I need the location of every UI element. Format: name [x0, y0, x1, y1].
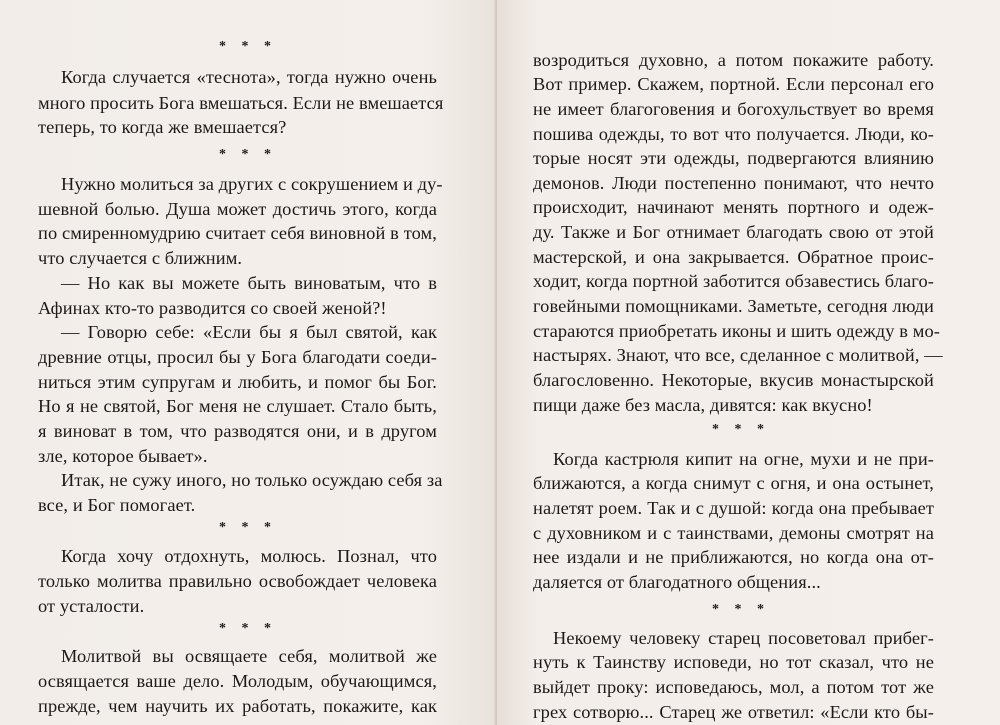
text-line: даляется от благодатного общения...	[533, 572, 821, 592]
text-line: нее издали и не приближаются, но когда она от-	[533, 547, 934, 567]
text-line: Когда кастрюля кипит на огне, мухи и не при-	[553, 449, 934, 469]
text-line: пищи даже без масла, дивятся: как вкусно!	[533, 395, 873, 415]
text-line: по смиренномудрию считает себя виновной в том,	[38, 223, 437, 243]
text-line: все, и Бог помогает.	[38, 495, 196, 515]
text-line: теперь, то когда же вмешается?	[38, 117, 287, 137]
text-line: древние отцы, просил бы у Бога благодати соеди-	[38, 347, 437, 367]
text-line: ду. Также и Бог отнимает благодать свою от этой	[533, 222, 934, 242]
text-line: не имеет благоговения и богохульствует во время	[533, 99, 934, 119]
text-line: я виноват в том, что разводятся они, и в другом	[38, 421, 437, 441]
text-line: благословенно. Некоторые, вкусив монастырской	[533, 370, 934, 390]
text-line: стараются приобретать иконы и шить одежду в мо-	[533, 321, 940, 341]
text-line: торые носят эти одежды, подвергаются влиянию	[533, 148, 934, 168]
section-divider: * * *	[712, 602, 770, 617]
text-line: Но я не святой, Бог меня не слушает. Стало быть,	[38, 396, 437, 416]
text-line: настырях. Знают, что все, сделанное с молитвой, —	[533, 345, 943, 365]
text-line: налетят роем. Так и с душой: когда она пребывает	[533, 498, 934, 518]
section-divider: * * *	[219, 520, 277, 535]
text-line: — Но как вы можете быть виноватым, что в	[61, 273, 437, 293]
text-line: нуть к Таинству исповеди, но тот сказал, что не	[533, 652, 934, 672]
left-page	[0, 0, 497, 725]
text-line: грех сотворю... Старец же ответил: «Если кто бы-	[533, 702, 934, 722]
text-line: много просить Бога вмешаться. Если не вмешается	[38, 93, 444, 113]
text-line: выйдет проку: исповедаюсь, мол, а потом тот же	[533, 677, 934, 697]
text-line: только молитва правильно освобождает человека	[38, 571, 437, 591]
text-line: происходит, начинают менять портного и одеж-	[533, 197, 934, 217]
text-line: — Говорю себе: «Если бы я был святой, как	[61, 322, 437, 342]
text-line: говейными помощниками. Заметьте, сегодня люди	[533, 296, 934, 316]
text-line: демонов. Люди постепенно понимают, что нечто	[533, 173, 934, 193]
text-line: Афинах кто-то разводится со своей женой?!	[38, 298, 387, 318]
right-page	[497, 0, 1000, 725]
text-line: Нужно молиться за других с сокрушением и ду-	[61, 174, 443, 194]
text-line: возродиться духовно, а потом покажите работу.	[533, 50, 934, 70]
text-line: Итак, не сужу иного, но только осуждаю себя за	[61, 470, 443, 490]
text-line: Некоему человеку старец посоветовал прибег-	[553, 628, 934, 648]
text-line: с духовником и с таинствами, демоны смотрят на	[533, 523, 934, 543]
text-line: Когда хочу отдохнуть, молюсь. Познал, что	[61, 546, 437, 566]
text-line: от усталости.	[38, 596, 145, 616]
text-line: что случается с ближним.	[38, 248, 243, 268]
section-divider: * * *	[712, 422, 770, 437]
text-line: ближаются, а когда снимут с огня, и она остынет,	[533, 473, 934, 493]
text-line: ниться этим супругам и любить, и помог бы Бог.	[38, 372, 437, 392]
text-line: Вот пример. Скажем, портной. Если персонал его	[533, 74, 934, 94]
text-line: зле, которое бывает».	[38, 446, 208, 466]
text-line: пошива одежды, то вот что получается. Люди, ко-	[533, 124, 934, 144]
section-divider: * * *	[219, 39, 277, 54]
text-line: освящается ваше дело. Молодым, обучающимся,	[38, 671, 437, 691]
text-line: ходит, когда портной заботится обзавестись благо-	[533, 271, 934, 291]
text-line: Когда случается «теснота», тогда нужно очень	[61, 67, 437, 87]
text-line: Молитвой вы освящаете себя, молитвой же	[61, 646, 437, 666]
text-line: мастерской, и она закрывается. Обратное проис-	[533, 247, 934, 267]
text-line: шевной болью. Душа может достичь этого, когда	[38, 199, 437, 219]
text-line: прежде, чем научить их работать, покажите, как	[38, 696, 437, 716]
section-divider: * * *	[219, 147, 277, 162]
section-divider: * * *	[219, 621, 277, 636]
